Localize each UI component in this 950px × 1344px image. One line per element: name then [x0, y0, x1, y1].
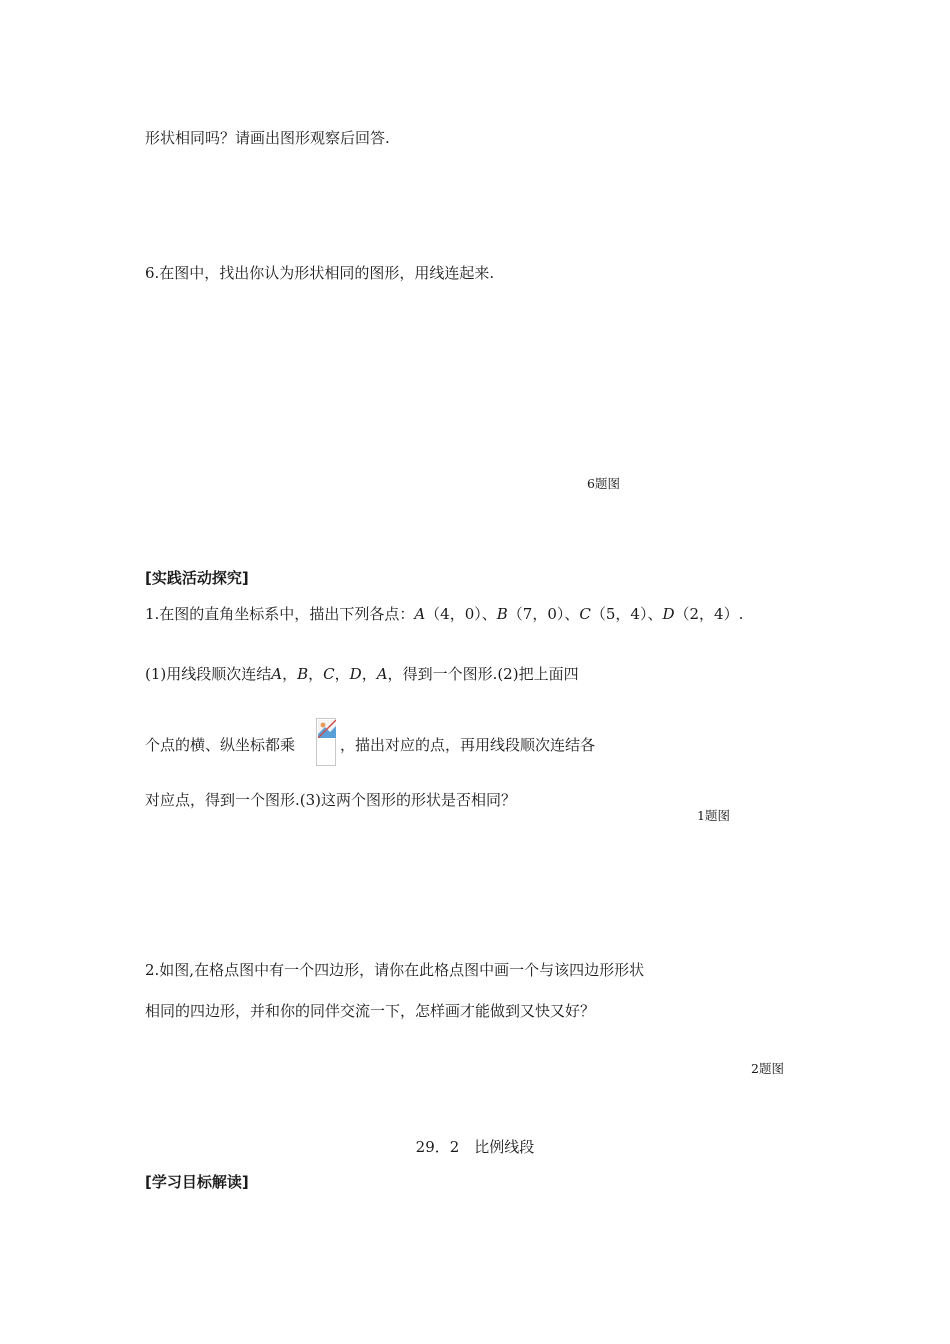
point-c-label: C	[579, 605, 591, 623]
question-1-line-4: 对应点，得到一个图形.(3)这两个图形的形状是否相同？	[145, 791, 517, 809]
text-line-shape-question: 形状相同吗？请画出图形观察后回答.	[145, 129, 390, 147]
section-heading-practice: [实践活动探究]	[145, 569, 249, 587]
question-1-line-3-pre: 个点的横、纵坐标都乘	[145, 736, 296, 754]
figure-caption-6: 6题图	[587, 476, 620, 491]
question-2-line-1: 2.如图,在格点图中有一个四边形，请你在此格点图中画一个与该四边形形状	[145, 961, 645, 979]
var-c: C	[323, 665, 335, 683]
question-2-line-2: 相同的四边形，并和你的同伴交流一下，怎样画才能做到又快又好？	[145, 1002, 596, 1020]
section-title: 29．2 比例线段	[415, 1138, 535, 1156]
point-b-label: B	[496, 605, 508, 623]
var-a: A	[271, 665, 283, 683]
question-1-intro: 1.在图的直角坐标系中，描出下列各点：	[145, 605, 415, 623]
point-d-label: D	[662, 605, 675, 623]
var-b: B	[297, 665, 309, 683]
figure-caption-2: 2题图	[751, 1061, 784, 1076]
var-a-end: A	[376, 665, 388, 683]
question-6: 6.在图中，找出你认为形状相同的图形，用线连起来.	[145, 264, 495, 282]
section-heading-objectives: [学习目标解读]	[145, 1173, 249, 1191]
broken-image-icon	[316, 718, 336, 766]
q1b-suffix: 得到一个图形.(2)把上面四	[402, 665, 579, 683]
question-1-line-1	[145, 604, 743, 624]
point-d-coords: （2，4）.	[674, 605, 744, 623]
var-d: D	[349, 665, 362, 683]
point-c-coords: （5，4）、	[590, 605, 663, 623]
figure-caption-1: 1题图	[697, 808, 730, 823]
point-a-coords: （4，0）、	[425, 605, 497, 623]
question-1-line-2: (1)用线段顺次连结A，B，C，D，A，得到一个图形.(2)把上面四	[145, 665, 579, 683]
point-a-label: A	[414, 605, 426, 623]
q1b-prefix: (1)用线段顺次连结	[145, 665, 272, 683]
question-1-line-3-post: ，描出对应的点，再用线段顺次连结各	[340, 736, 596, 754]
point-b-coords: （7，0）、	[507, 605, 580, 623]
